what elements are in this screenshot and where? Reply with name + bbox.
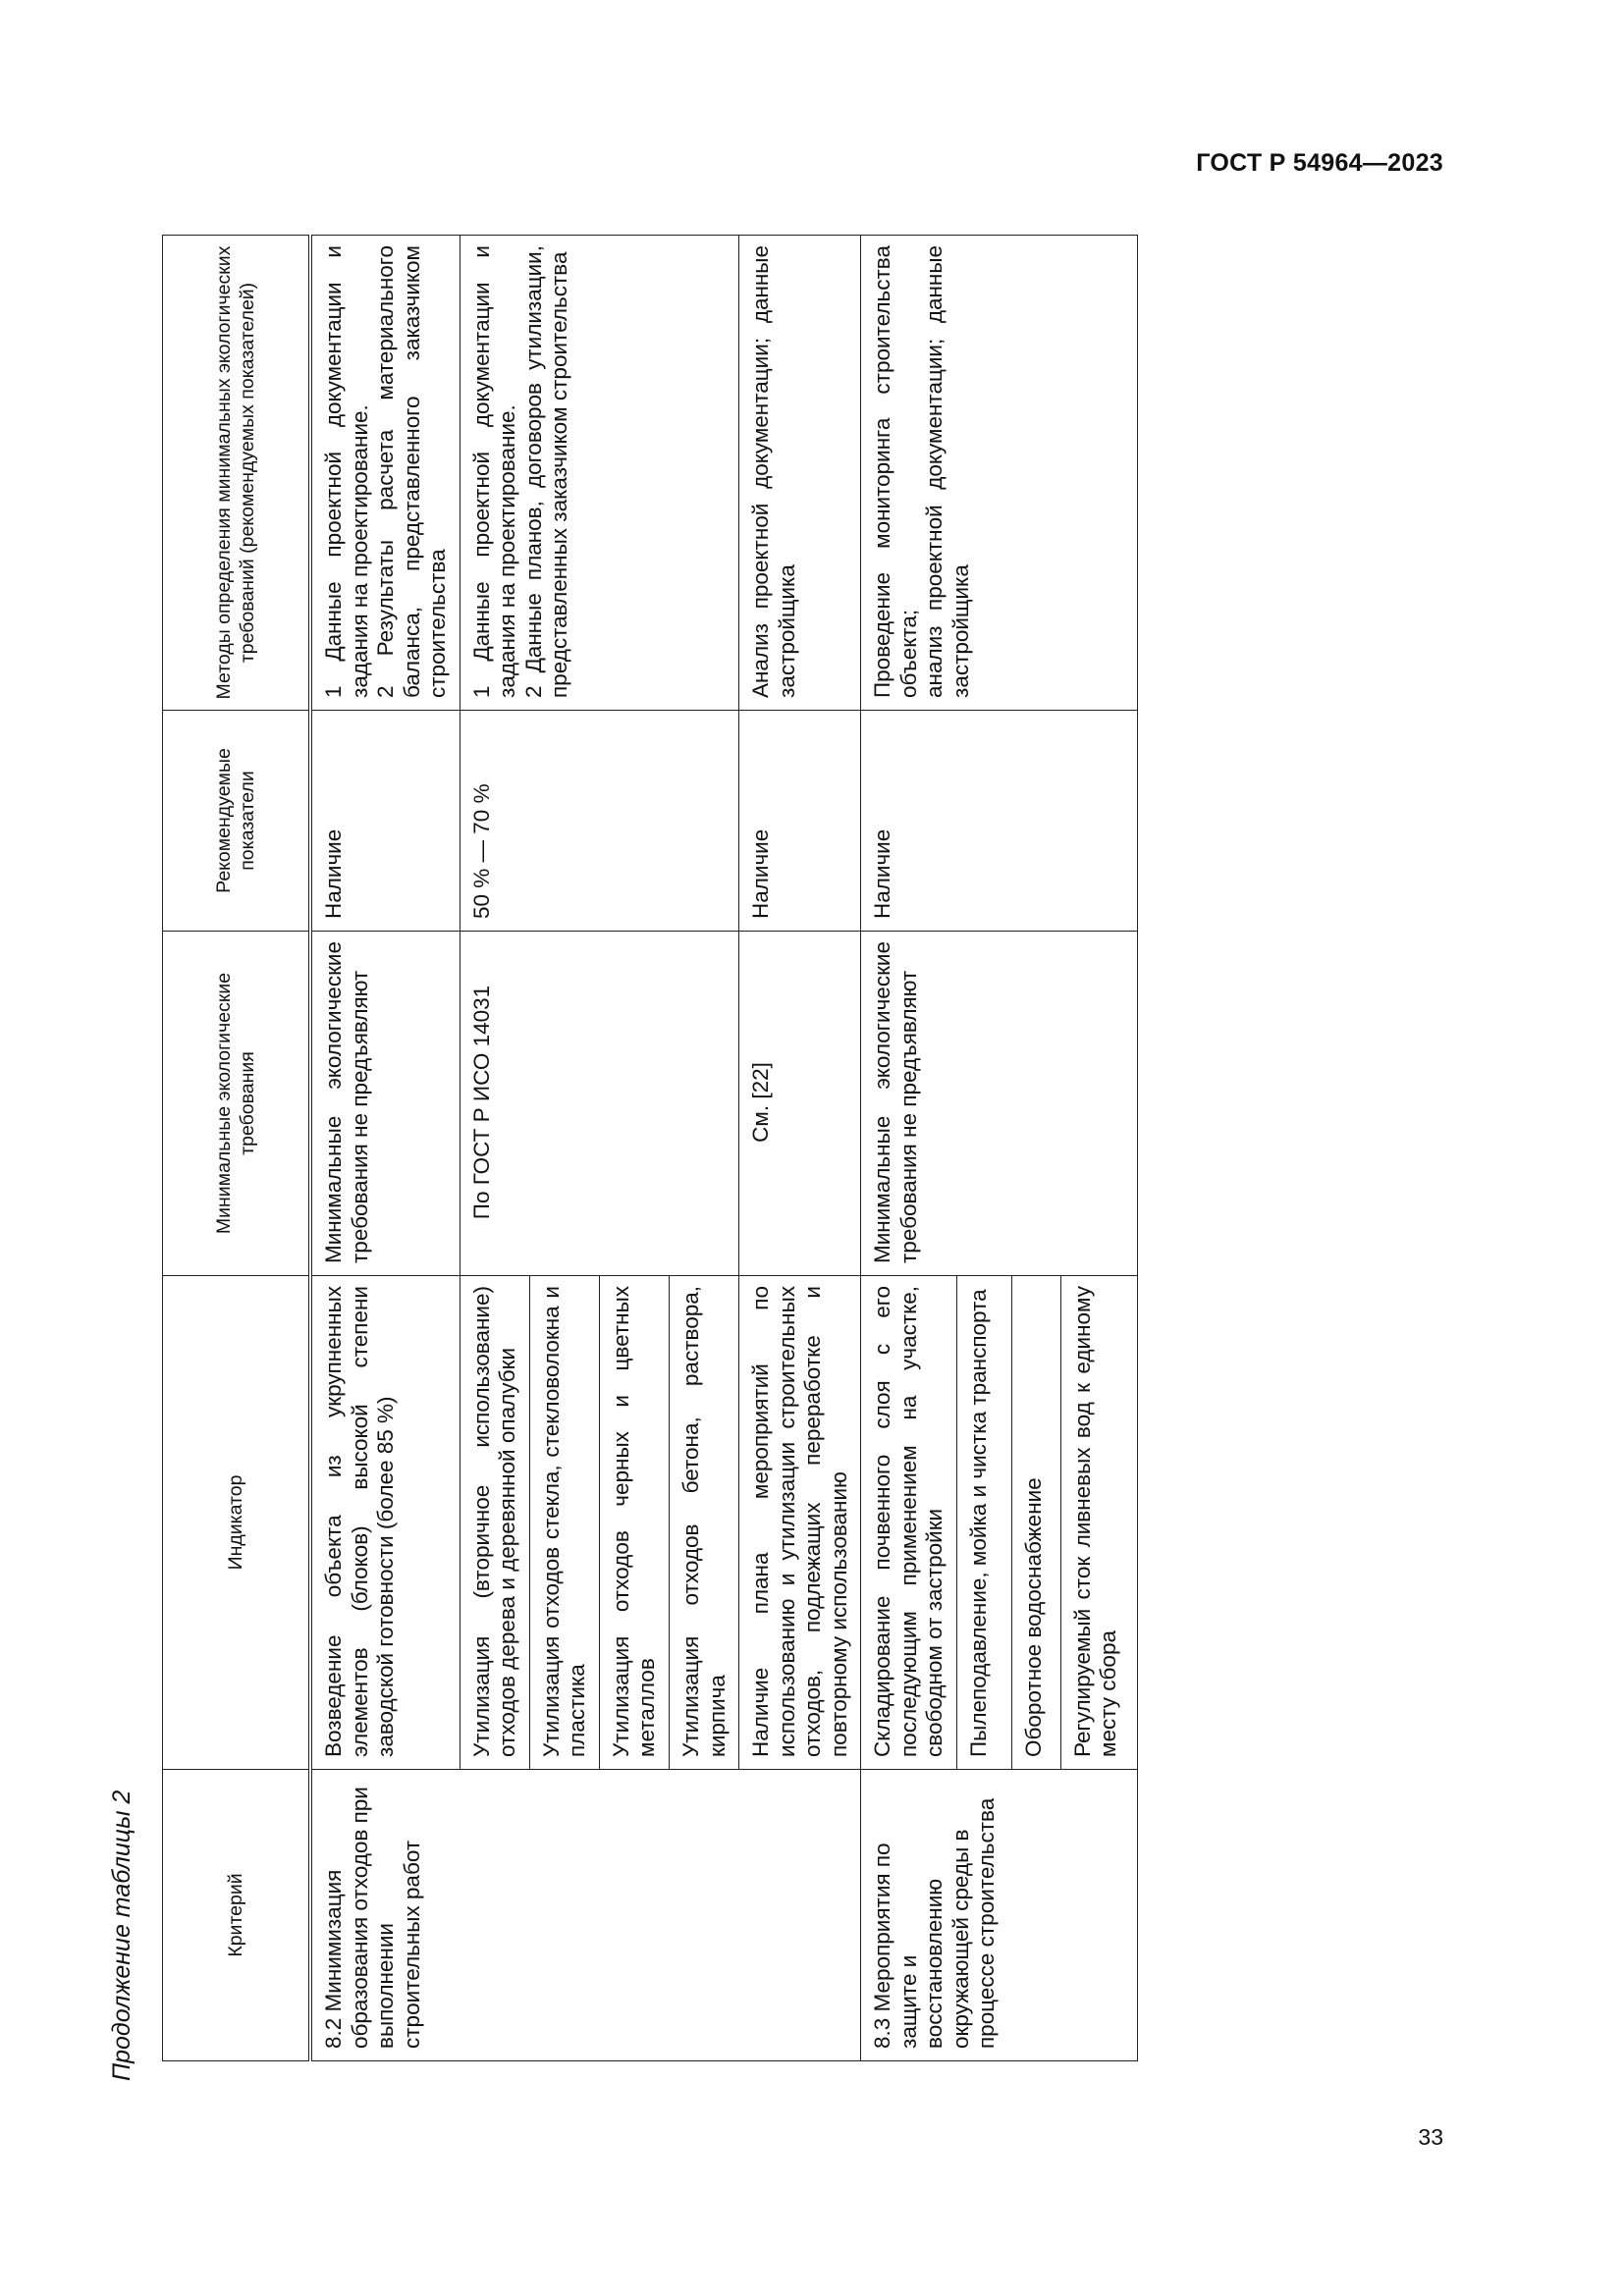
requirement-cell: См. [22] xyxy=(739,932,861,1276)
indicator-cell: Утилизация (вторичное использование) отходов дерева и деревянной опалубки xyxy=(460,1276,529,1770)
method-line: Анализ проектной документации; данные застройщика xyxy=(748,245,799,698)
indicator-cell: Утилизация отходов стекла, стекловолокна и пластика xyxy=(529,1276,599,1770)
indicator-cell: Наличие плана мероприятий по использованию и утилизации строительных отходов, подлежащих переработке и повторному использованию xyxy=(739,1276,861,1770)
indicator-cell: Пылеподавление, мойка и чистка транспорта xyxy=(956,1276,1011,1770)
table-continuation-caption: Продолжение таблицы 2 xyxy=(108,1789,135,2081)
column-header-recommended: Рекомендуемые показатели xyxy=(163,711,311,932)
indicator-cell: Возведение объекта из укрупненных элементов (блоков) высокой степени заводской готовности (более 85 %) xyxy=(310,1276,460,1770)
requirement-cell: По ГОСТ Р ИСО 14031 xyxy=(460,932,738,1276)
indicator-cell: Оборотное водоснабжение xyxy=(1011,1276,1060,1770)
requirement-cell: Минимальные экологические требования не предъявляют xyxy=(310,932,460,1276)
column-header-methods: Методы определения минимальных экологических требований (рекомендуемых показателей) xyxy=(163,236,311,711)
recommended-cell: 50 % — 70 % xyxy=(460,711,738,932)
requirement-cell: Минимальные экологические требования не предъявляют xyxy=(861,932,1138,1276)
document-code: ГОСТ Р 54964—2023 xyxy=(1196,149,1443,177)
recommended-cell: Наличие xyxy=(310,711,460,932)
recommended-cell: Наличие xyxy=(739,711,861,932)
column-header-indicator: Индикатор xyxy=(163,1276,311,1770)
page-number: 33 xyxy=(1418,2124,1443,2150)
indicator-cell: Регулируемый сток ливневых вод к единому месту сбора xyxy=(1060,1276,1137,1770)
methods-cell xyxy=(739,236,861,711)
method-line: 1 Данные проектной документации и задания на проектирование. xyxy=(321,245,372,698)
requirements-table xyxy=(162,235,1138,2061)
recommended-cell: Наличие xyxy=(861,711,1138,932)
indicator-cell: Утилизация отходов бетона, раствора, кирпича xyxy=(670,1276,739,1770)
criterion-cell: 8.3 Мероприятия по защите и восстановлению окружающей среды в процессе строительства xyxy=(861,1770,1138,2061)
indicator-cell: Складирование почвенного слоя с его последующим применением на участке, свободном от застройки xyxy=(861,1276,957,1770)
method-line: 2 Результаты расчета материального баланса, представленного заказчиком строительства xyxy=(373,245,451,698)
indicator-cell: Утилизация отходов черных и цветных металлов xyxy=(599,1276,669,1770)
method-line: 1 Данные проектной документации и задания на проектирование. xyxy=(468,245,520,698)
table-container xyxy=(162,236,1218,2061)
method-line: 2 Данные планов, договоров утилизации, представленных заказчиком строительства xyxy=(520,245,572,698)
methods-cell xyxy=(310,236,460,711)
methods-cell xyxy=(861,236,1138,711)
column-header-requirements: Минимальные экологические требования xyxy=(163,932,311,1276)
method-line: Проведение мониторинга строительства объекта; xyxy=(870,245,921,698)
column-header-criterion: Критерий xyxy=(163,1770,311,2061)
criterion-cell: 8.2 Минимизация образования отходов при выполнении строительных работ xyxy=(310,1770,861,2061)
table-row xyxy=(310,236,460,2061)
table-row xyxy=(861,236,957,2061)
methods-cell xyxy=(460,236,738,711)
table-header-row xyxy=(163,236,311,2061)
method-line: анализ проектной документации; данные застройщика xyxy=(922,245,973,698)
